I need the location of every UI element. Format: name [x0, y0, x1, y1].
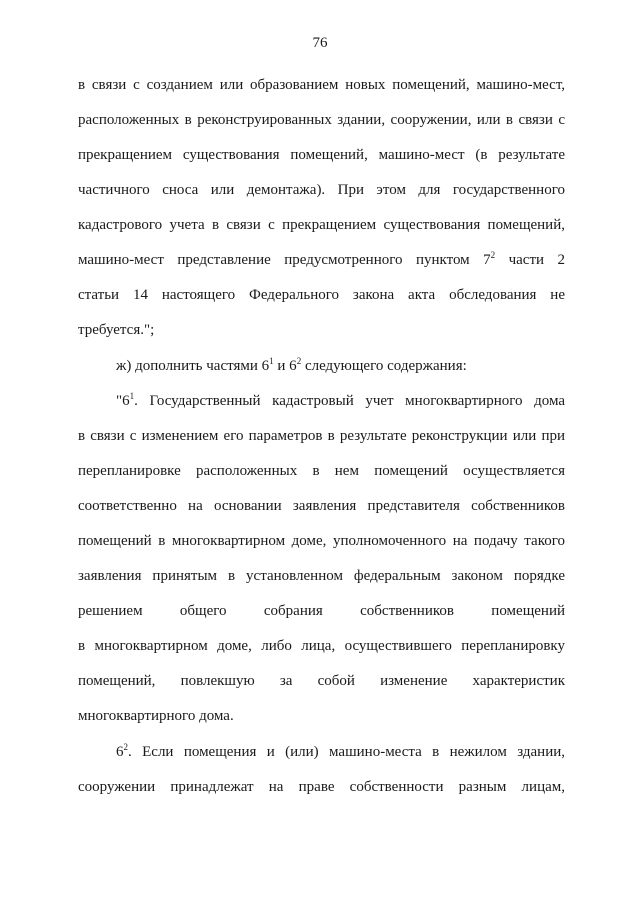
superscript: 2	[123, 742, 128, 752]
text-line: прекращением существования помещений, машино-мест (в результате	[78, 147, 565, 163]
text-line: в связи с изменением его параметров в результате реконструкции или при	[78, 428, 565, 444]
text-line: в связи с созданием или образованием новых помещений, машино-мест,	[78, 77, 565, 93]
text-line: расположенных в реконструированных здании, сооружении, или в связи с	[78, 112, 565, 128]
text-line: многоквартирного дома.	[78, 708, 234, 724]
superscript: 1	[269, 356, 274, 366]
text-fragment: части 2	[495, 252, 565, 268]
text-line	[116, 742, 565, 762]
page-number: 76	[312, 35, 328, 51]
text-line: решением общего собрания собственников помещений	[78, 603, 565, 619]
text-line: помещений, повлекшую за собой изменение характеристик	[78, 673, 565, 689]
text-line	[78, 250, 565, 270]
text-line: кадастрового учета в связи с прекращением существования помещений,	[78, 217, 565, 233]
superscript: 2	[296, 356, 302, 366]
text-fragment: и 6	[273, 358, 297, 374]
text-line	[116, 356, 565, 376]
text-fragment: ж) дополнить частями 6	[116, 358, 270, 374]
text-line: перепланировке расположенных в нем помещений осуществляется	[78, 463, 565, 479]
text-fragment: машино-мест представление предусмотренного пунктом 7	[78, 252, 491, 268]
text-line	[116, 391, 565, 411]
text-fragment: 6	[116, 744, 124, 760]
text-line: заявления принятым в установленном федеральным законом порядке	[78, 568, 565, 584]
superscript: 2	[490, 250, 496, 260]
text-line: требуется.";	[78, 322, 155, 338]
text-line: помещений в многоквартирном доме, уполномоченного на подачу такого	[78, 533, 565, 549]
text-line: сооружении принадлежат на праве собственности разным лицам,	[78, 779, 565, 795]
text-fragment: . Государственный кадастровый учет многоквартирного дома	[134, 393, 565, 409]
text-line: в многоквартирном доме, либо лица, осуществившего перепланировку	[78, 638, 565, 654]
text-line: статьи 14 настоящего Федерального закона акта обследования не	[78, 287, 565, 303]
text-fragment: следующего содержания:	[301, 358, 467, 374]
text-fragment: . Если помещения и (или) машино-места в нежилом здании,	[128, 744, 565, 760]
text-line: соответственно на основании заявления представителя собственников	[78, 498, 565, 514]
text-fragment: "6	[116, 393, 130, 409]
superscript: 1	[129, 391, 135, 401]
text-line: частичного сноса или демонтажа). При этом для государственного	[78, 182, 565, 198]
